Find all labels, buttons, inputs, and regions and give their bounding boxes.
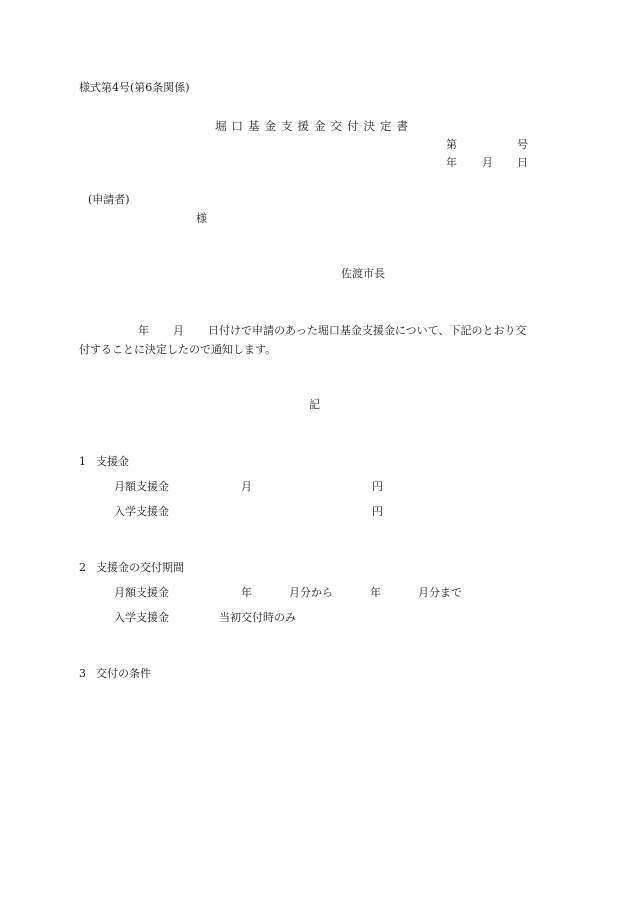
document-title: 堀口基金支援金交付決定書 (215, 119, 413, 133)
date-year: 年 (446, 156, 457, 169)
section1-number: 1 (79, 455, 86, 468)
number-go: 号 (517, 138, 528, 151)
date-month: 月 (482, 156, 493, 169)
section2-row1-from: 月分から (289, 586, 333, 599)
section1-row1-unit: 円 (372, 480, 383, 493)
section2-row2-value: 当初交付時のみ (219, 611, 296, 624)
section3-heading: 交付の条件 (96, 667, 151, 680)
section1-row2-label: 入学支援金 (114, 505, 169, 518)
date-day: 日 (517, 156, 528, 169)
section2-heading: 支援金の交付期間 (96, 561, 184, 574)
body-month: 月 (173, 324, 184, 337)
honorific-sama: 様 (196, 212, 207, 225)
section2-number: 2 (79, 561, 86, 574)
section2-row1-year1: 年 (241, 586, 252, 599)
section2-row1-label: 月額支援金 (114, 586, 169, 599)
section2-row1-year2: 年 (370, 586, 381, 599)
section2-row1-to: 月分まで (418, 586, 462, 599)
body-year: 年 (138, 324, 149, 337)
issuer-name: 佐渡市長 (341, 267, 385, 280)
body-line2: 付することに決定したので通知します。 (79, 343, 277, 356)
section1-row1-label: 月額支援金 (114, 480, 169, 493)
form-label: 様式第4号(第6条関係) (79, 81, 190, 94)
ki-heading: 記 (309, 398, 320, 411)
section1-row1-month: 月 (241, 480, 252, 493)
section1-heading: 支援金 (96, 455, 129, 468)
section3-number: 3 (79, 667, 86, 680)
number-dai: 第 (446, 138, 457, 151)
applicant-label: (申請者) (88, 193, 130, 206)
section1-row2-unit: 円 (372, 505, 383, 518)
section2-row2-label: 入学支援金 (114, 611, 169, 624)
body-line1: 日付けで申請のあった堀口基金支援金について、下記のとおり交 (208, 324, 527, 337)
